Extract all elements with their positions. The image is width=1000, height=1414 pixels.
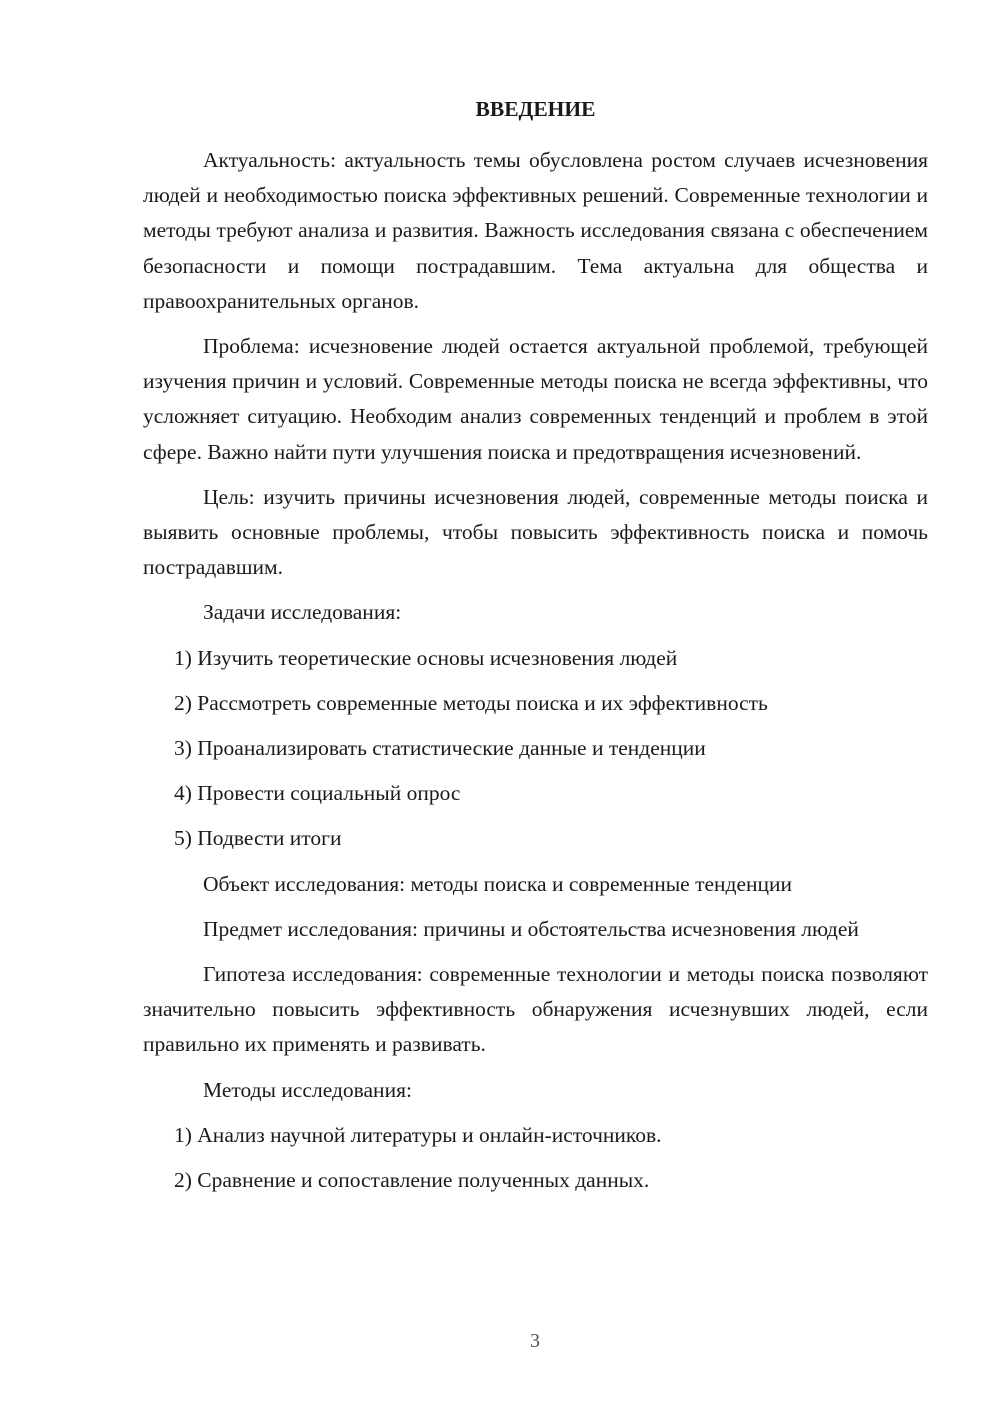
page-content (143, 96, 928, 1208)
problem-paragraph: Проблема: исчезновение людей остается актуальной проблемой, требующей изучения причин и условий. Современные методы поиска не всегда эффективны, что усложняет ситуацию. Необходим анализ современных тенденций и проблем в этой сфере. Важно найти пути улучшения поиска и предотвращения исчезновений. (143, 334, 928, 464)
task-item: 4) Провести социальный опрос (174, 781, 461, 806)
methods-heading: Методы исследования: (203, 1077, 412, 1102)
object-line: Объект исследования: методы поиска и современные тенденции (203, 871, 793, 896)
subject-paragraph: Предмет исследования: причины и обстоятельства исчезновения людей (203, 916, 859, 941)
task-item: 5) Подвести итоги (174, 826, 342, 851)
page-number: 3 (530, 1330, 540, 1352)
hypothesis-paragraph: Гипотеза исследования: современные технологии и методы поиска позволяют значительно повысить эффективность обнаружения исчезнувших людей, если правильно их применять и развивать. (143, 962, 928, 1057)
goal-paragraph: Цель: изучить причины исчезновения людей, современные методы поиска и выявить основные проблемы, чтобы повысить эффективность поиска и помочь пострадавшим. (143, 484, 928, 580)
task-item: 1) Изучить теоретические основы исчезновения людей (174, 645, 678, 670)
method-item: 2) Сравнение и сопоставление полученных данных. (174, 1168, 650, 1193)
task-item: 3) Проанализировать статистические данные и тенденции (174, 736, 706, 761)
method-item: 1) Анализ научной литературы и онлайн-источников. (174, 1122, 662, 1147)
tasks-heading: Задачи исследования: (203, 600, 402, 625)
task-item: 2) Рассмотреть современные методы поиска и их эффективность (174, 690, 768, 715)
section-title: ВВЕДЕНИЕ (475, 97, 596, 121)
relevance-paragraph: Актуальность: актуальность темы обусловлена ростом случаев исчезновения людей и необходимостью поиска эффективных решений. Современные технологии и методы требуют анализа и развития. Важность исследования связана с обеспечением безопасности и помощи пострадавшим. Тема актуальна для общества и правоохранительных органов. (143, 148, 928, 313)
